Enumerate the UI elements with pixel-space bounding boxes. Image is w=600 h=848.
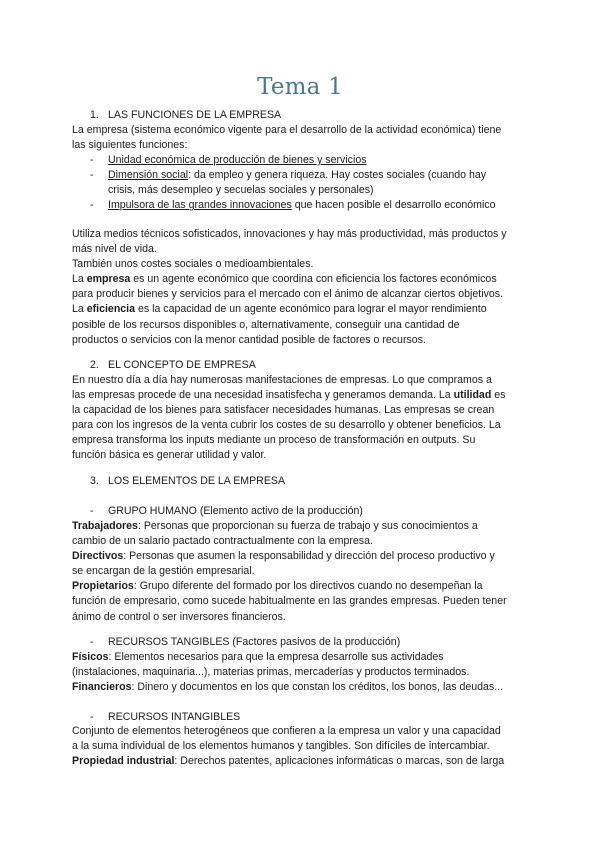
s1-intro-line-1: La empresa (sistema económico vigente para el desarrollo de la actividad económica) tiene <box>72 124 502 136</box>
section-3-number: 3. <box>90 475 99 487</box>
dash-marker: - <box>90 154 94 167</box>
section-1-body <box>72 123 532 214</box>
paragraph-line: función básica es generar utilidad y valor. <box>72 449 267 462</box>
list-item <box>90 198 532 213</box>
paragraph-line: se encargan de la gestión empresarial. <box>72 565 255 578</box>
text-span: : Personas que asumen la responsabilidad y dirección del proceso productivo y <box>123 550 495 563</box>
paragraph-line: para con los ingresos de la venta cubrir los costes de su desarrollo y obtener beneficios. La <box>72 419 501 432</box>
term-financieros: Financieros <box>72 681 132 694</box>
recursos-intangibles-body <box>72 724 532 769</box>
paragraph-line: Utiliza medios técnicos sofisticados, innovaciones y hay más productividad, más productos y <box>72 228 507 240</box>
paragraph-line: productos o servicios con la menor cantidad posible de factores o recursos. <box>72 333 426 346</box>
list-item <box>90 153 532 168</box>
text-span: : Dinero y documentos en los que constan los créditos, los bonos, las deudas... <box>131 681 504 694</box>
recursos-intangibles-title: RECURSOS INTANGIBLES <box>108 711 241 723</box>
paragraph-line: función de empresario, como sucede habitualmente en las grandes empresas. Pueden tener <box>72 595 507 608</box>
paragraph-line: En nuestro día a día hay numerosas manifestaciones de empresas. Lo que compramos a <box>72 374 492 386</box>
paragraph-line <box>72 388 532 403</box>
function-2-label: Dimensión social <box>108 169 189 182</box>
dash-marker: - <box>90 169 94 182</box>
paragraph-line <box>72 680 532 695</box>
term-utilidad: utilidad <box>453 389 492 402</box>
recursos-tangibles-body <box>72 650 532 695</box>
text-span: : Grupo diferente del formado por los directivos cuando no desempeñan la <box>133 580 483 593</box>
function-1: Unidad económica de producción de bienes y servicios <box>108 154 367 167</box>
paragraph-line: más nivel de vida. <box>72 243 157 256</box>
recursos-tangibles-heading <box>90 635 400 650</box>
paragraph-line: posible de los recursos disponibles o, alternativamente, conseguir una cantidad de <box>72 318 460 331</box>
paragraph-line <box>72 754 532 769</box>
section-1-title: LAS FUNCIONES DE LA EMPRESA <box>108 109 282 121</box>
page-title: Tema 1 <box>257 74 343 100</box>
function-3-label: Impulsora de las grandes innovaciones <box>108 199 292 212</box>
text-span: es <box>491 389 506 402</box>
text-span: las empresas procede de una necesidad insatisfecha y generamos demanda. La <box>72 389 454 402</box>
term-fisicos: Físicos <box>72 651 109 663</box>
text-span: es la capacidad de un agente económico para lograr el mayor rendimiento <box>135 303 487 316</box>
section-2-number: 2. <box>90 359 99 371</box>
paragraph-line: a la suma individual de los elementos humanos y tangibles. Son difíciles de intercambiar. <box>72 740 490 753</box>
dash-marker: - <box>90 636 94 648</box>
term-directivos: Directivos <box>72 550 124 563</box>
paragraph-line: Conjunto de elementos heterogéneos que confieren a la empresa un valor y una capacidad <box>72 725 501 737</box>
list-item <box>90 168 532 183</box>
paragraph-line <box>72 302 532 317</box>
paragraph-line <box>72 579 532 594</box>
paragraph-line: ánimo de control o ser inversores financieros. <box>72 610 286 623</box>
term-propietarios: Propietarios <box>72 580 134 593</box>
text-span: La <box>72 273 87 286</box>
section-2-heading <box>90 358 256 373</box>
paragraph-line: También unos costes sociales o medioambientales. <box>72 258 314 271</box>
section-1-heading <box>90 108 281 123</box>
section-2-body <box>72 373 532 464</box>
paragraph-line <box>72 519 532 534</box>
term-trabajadores: Trabajadores <box>72 520 138 532</box>
section-3-heading <box>90 474 285 489</box>
dash-marker: - <box>90 199 94 212</box>
text-span: : Elementos necesarios para que la empresa desarrolle sus actividades <box>108 651 444 663</box>
section-1-paragraphs <box>72 227 532 348</box>
section-3-title: LOS ELEMENTOS DE LA EMPRESA <box>108 475 286 487</box>
recursos-tangibles-title: RECURSOS TANGIBLES (Factores pasivos de la producción) <box>108 636 401 648</box>
dash-marker: - <box>90 505 94 517</box>
paragraph-line: cambio de un salario pactado contractualmente con la empresa. <box>72 535 373 548</box>
term-propiedad-industrial: Propiedad industrial <box>72 755 175 768</box>
text-span: : Derechos patentes, aplicaciones informáticas o marcas, son de larga <box>174 755 505 768</box>
paragraph-line <box>72 272 532 287</box>
grupo-humano-body <box>72 519 532 625</box>
paragraph-line <box>72 549 532 564</box>
function-2-text: : da empleo y genera riqueza. Hay costes sociales (cuando hay <box>188 169 487 182</box>
grupo-humano-heading <box>90 504 363 519</box>
recursos-intangibles-heading <box>90 710 240 725</box>
s1-intro-line-2: las siguientes funciones: <box>72 139 188 152</box>
text-span: : Personas que proporcionan su fuerza de trabajo y sus conocimientos a <box>137 520 478 532</box>
section-1-number: 1. <box>90 109 99 121</box>
paragraph-line <box>72 650 532 665</box>
section-2-title: EL CONCEPTO DE EMPRESA <box>108 359 256 371</box>
paragraph-line: (instalaciones, maquinaria...), materias primas, mercaderías y productos terminados. <box>72 666 470 679</box>
grupo-humano-title: GRUPO HUMANO (Elemento activo de la producción) <box>108 505 363 517</box>
paragraph-line: empresa transforma los inputs mediante un proceso de transformación en outputs. Su <box>72 434 476 447</box>
term-empresa: empresa <box>86 273 131 286</box>
term-eficiencia: eficiencia <box>86 303 136 316</box>
text-span: La <box>72 303 87 316</box>
paragraph-line: para producir bienes y servicios para el mercado con el ánimo de alcanzar ciertos objetivos. <box>72 288 504 301</box>
list-item-continuation: crisis, más desempleo y secuelas sociales y personales) <box>108 184 374 197</box>
functions-list <box>72 153 532 213</box>
dash-marker: - <box>90 711 94 723</box>
function-3-text: que hacen posible el desarrollo económico <box>291 199 496 212</box>
text-span: es un agente económico que coordina con eficiencia los factores económicos <box>130 273 497 286</box>
paragraph-line: la capacidad de los bienes para satisfacer necesidades humanas. Las empresas se crean <box>72 404 495 417</box>
